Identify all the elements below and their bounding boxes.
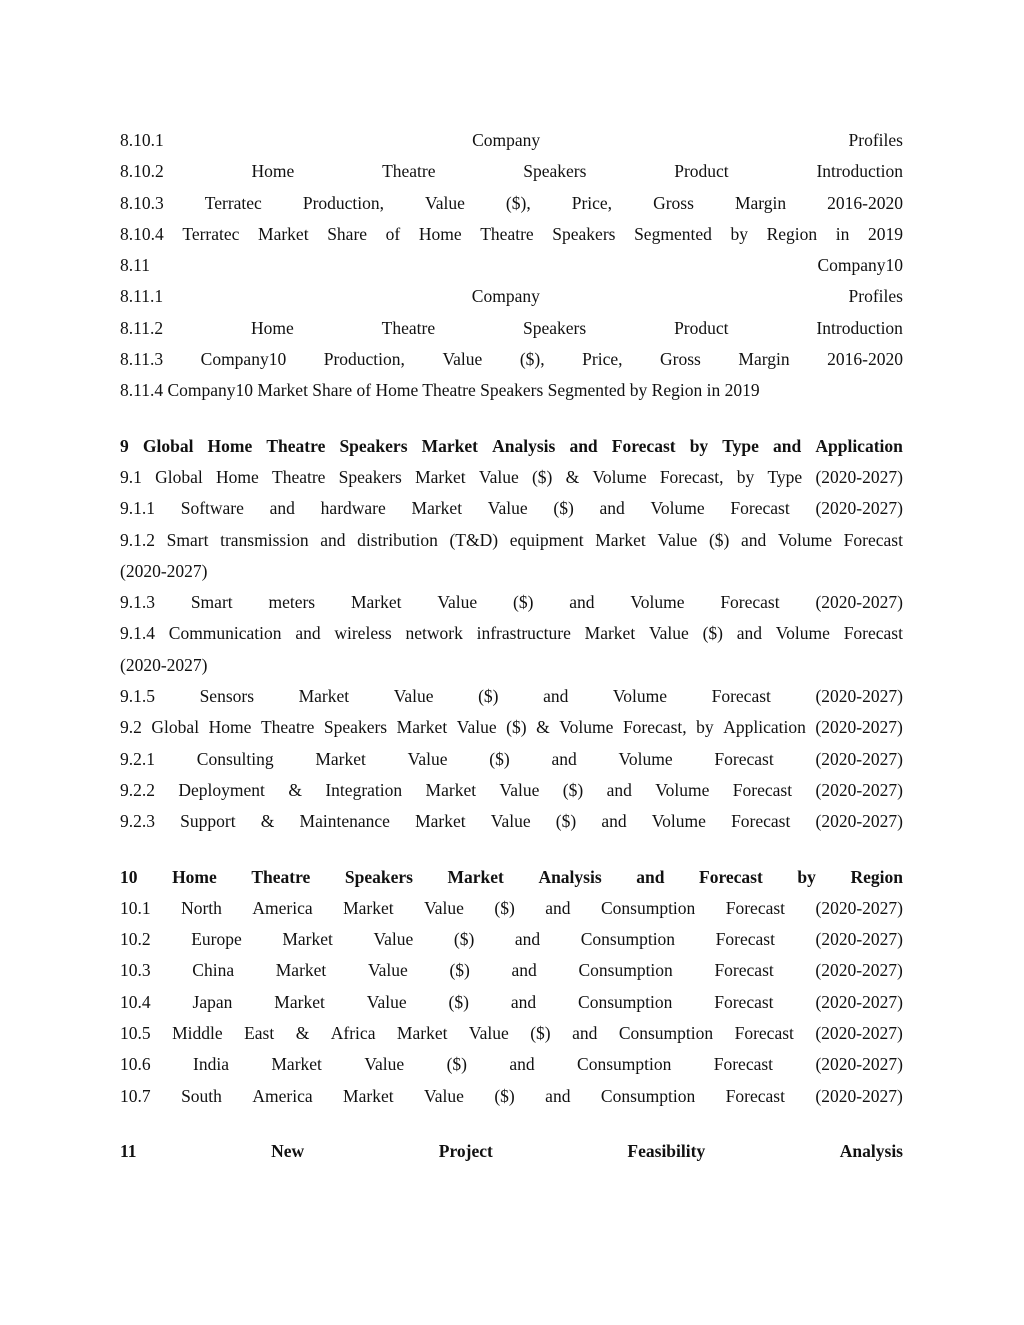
toc-word: by — [730, 223, 748, 244]
toc-entry — [120, 525, 903, 556]
toc-word: Volume — [651, 811, 706, 832]
toc-word: & — [295, 1023, 310, 1044]
toc-entry — [120, 313, 903, 344]
toc-word: Global — [151, 717, 200, 738]
toc-word: Value — [648, 623, 689, 644]
toc-entry — [120, 587, 903, 618]
toc-word: Speakers — [523, 161, 587, 182]
toc-word: Gross — [660, 349, 701, 370]
toc-word: Consumption — [578, 960, 673, 981]
toc-word: ($) — [489, 748, 510, 769]
toc-word: Consumption — [577, 1054, 672, 1075]
toc-word: Value — [425, 192, 465, 213]
toc-entry — [120, 462, 903, 493]
toc-word: and — [545, 1085, 571, 1106]
toc-word: Price, — [571, 192, 613, 213]
toc-word: (T&D) — [449, 529, 499, 550]
toc-word: Forecast — [731, 811, 791, 832]
toc-entry — [120, 893, 903, 924]
toc-word: (2020-2027) — [815, 1023, 903, 1044]
toc-word: transmission — [220, 529, 309, 550]
toc-word: Market — [271, 1054, 322, 1075]
toc-word: Forecast — [699, 866, 763, 887]
toc-word: 9.1.3 — [120, 592, 155, 613]
toc-word: Maintenance — [299, 811, 390, 832]
toc-word: Forecast — [714, 991, 774, 1012]
toc-word: (2020-2027) — [815, 466, 903, 487]
toc-word: 11 — [120, 1140, 137, 1161]
toc-word: (2020-2027) — [815, 498, 903, 519]
toc-word: 2019 — [867, 223, 903, 244]
toc-word: Speakers — [339, 435, 408, 456]
toc-word: Market — [415, 466, 466, 487]
toc-entry — [120, 493, 903, 524]
toc-word: ($) — [555, 811, 577, 832]
toc-word: Forecast — [611, 435, 676, 456]
toc-word: (2020-2027) — [815, 779, 903, 800]
toc-word: Production, — [302, 192, 385, 213]
toc-word: 9.1.1 — [120, 498, 155, 519]
toc-word: by — [797, 866, 816, 887]
toc-word: 10.3 — [120, 960, 151, 981]
toc-word: 8.10.3 — [120, 192, 164, 213]
toc-word: and — [569, 592, 595, 613]
toc-word: Forecast — [711, 686, 771, 707]
toc-word: ($), — [505, 192, 531, 213]
toc-word: Market — [282, 929, 333, 950]
toc-word: Value — [499, 779, 540, 800]
toc-word: Market — [315, 748, 366, 769]
toc-word: Segmented — [634, 223, 712, 244]
toc-word: Market — [584, 623, 636, 644]
toc-word: 10.2 — [120, 929, 151, 950]
toc-word: Price, — [582, 349, 623, 370]
toc-word: and — [569, 435, 598, 456]
toc-word: Volume — [777, 529, 833, 550]
toc-word: Value — [442, 349, 483, 370]
toc-word: 8.11 — [120, 255, 150, 276]
toc-word: Value — [366, 991, 407, 1012]
toc-word: 10 — [120, 866, 138, 887]
toc-word: Volume — [612, 686, 668, 707]
toc-entry — [120, 1081, 903, 1112]
toc-entry: 8.11.4 Company10 Market Share of Home Theatre Speakers Segmented by Region in 2019 — [120, 380, 760, 401]
toc-entry — [120, 344, 903, 375]
toc-word: Company — [472, 130, 541, 150]
toc-word: (2020-2027) — [815, 929, 903, 950]
toc-word: Forecast — [715, 929, 775, 950]
toc-word: America — [252, 1085, 313, 1106]
toc-word: Value — [364, 1054, 405, 1075]
toc-word: Communication — [168, 623, 282, 644]
toc-word: 8.11.2 — [120, 317, 164, 338]
toc-word: (2020-2027) — [815, 1054, 903, 1075]
toc-word: Value — [424, 897, 464, 918]
toc-word: China — [192, 960, 235, 981]
toc-word: Company10 — [200, 349, 287, 370]
toc-word: Market — [343, 897, 394, 918]
toc-word: 9.1.5 — [120, 686, 155, 707]
toc-word: Introduction — [816, 317, 903, 338]
toc-word: Market — [411, 498, 463, 519]
toc-word: and — [551, 748, 577, 769]
toc-word: (2020-2027) — [815, 991, 903, 1012]
toc-word: Smart — [190, 592, 233, 613]
toc-word: Theatre — [272, 466, 326, 487]
toc-word: East — [244, 1023, 275, 1044]
toc-word: & — [536, 717, 550, 738]
toc-word: Home — [215, 466, 259, 487]
toc-word: Value — [367, 960, 408, 981]
toc-word: Consumption — [600, 1085, 696, 1106]
toc-word: Volume — [592, 466, 647, 487]
toc-word: and — [636, 866, 665, 887]
toc-entry — [120, 1049, 903, 1080]
toc-word: Market — [447, 866, 504, 887]
toc-word: Speakers — [344, 866, 413, 887]
toc-word: & — [260, 811, 275, 832]
toc-word: ($) — [553, 498, 574, 519]
toc-word: & — [288, 779, 302, 800]
toc-word: ($) — [530, 1023, 551, 1044]
toc-word: Market — [258, 223, 309, 244]
toc-word: Value — [393, 686, 434, 707]
toc-word: by — [736, 466, 755, 487]
toc-word: network — [405, 623, 463, 644]
toc-word: and — [320, 529, 346, 550]
toc-word: Forecast — [714, 748, 774, 769]
toc-word: Europe — [191, 929, 242, 950]
toc-word: ($) — [494, 897, 515, 918]
toc-word: ($) — [562, 779, 584, 800]
toc-word: and — [736, 623, 763, 644]
toc-word: Japan — [192, 991, 233, 1012]
toc-word: Terratec — [204, 192, 262, 213]
toc-word: Value — [437, 592, 478, 613]
toc-word: Theatre — [260, 717, 315, 738]
toc-word: Forecast — [713, 1054, 774, 1075]
document-page — [120, 125, 903, 1167]
toc-word: Consulting — [196, 748, 274, 769]
toc-word: 9.2.3 — [120, 811, 155, 832]
section-gap — [120, 838, 903, 862]
toc-word: Type — [767, 466, 803, 487]
toc-word: Product — [674, 317, 729, 338]
toc-word: Value — [657, 529, 698, 550]
toc-entry: (2020-2027) — [120, 654, 208, 675]
toc-word: and — [514, 929, 541, 950]
toc-word: Market — [350, 592, 402, 613]
toc-word: Forecast — [720, 592, 780, 613]
section-gap — [120, 1112, 903, 1136]
toc-word: Margin — [734, 192, 787, 213]
toc-word: Volume — [559, 717, 614, 738]
toc-word: infrastructure — [476, 623, 571, 644]
toc-word: ($) — [531, 466, 553, 487]
toc-entry — [120, 1018, 903, 1049]
section-heading — [120, 1136, 903, 1167]
toc-word: ($) — [708, 529, 730, 550]
toc-word: Value — [490, 811, 531, 832]
toc-word: Region — [766, 223, 818, 244]
toc-word: and — [740, 529, 767, 550]
toc-word: ($) — [702, 623, 723, 644]
toc-entry: (2020-2027) — [120, 560, 208, 581]
toc-word: 8.10.1 — [120, 130, 164, 150]
toc-word: by — [689, 435, 709, 456]
toc-word: ($) — [494, 1085, 515, 1106]
toc-word: Volume — [655, 779, 710, 800]
toc-word: Market — [425, 779, 477, 800]
toc-word: 10.5 — [120, 1023, 151, 1044]
toc-word: distribution — [357, 529, 438, 550]
toc-entry — [120, 125, 903, 156]
toc-word: Sensors — [199, 686, 255, 707]
toc-word: Market — [396, 717, 448, 738]
toc-word: Global — [155, 466, 203, 487]
toc-word: 2016-2020 — [827, 192, 903, 213]
toc-word: and — [510, 991, 537, 1012]
toc-word: 9.1.4 — [120, 623, 155, 644]
toc-word: Forecast — [734, 1023, 794, 1044]
toc-word: Application — [723, 717, 806, 738]
toc-word: Forecast — [732, 779, 793, 800]
section-heading — [120, 862, 903, 893]
toc-word: (2020-2027) — [815, 686, 903, 707]
toc-word: New — [271, 1140, 305, 1161]
toc-word: Africa — [330, 1023, 376, 1044]
toc-word: Terratec — [182, 223, 240, 244]
toc-word: Speakers — [323, 717, 388, 738]
toc-word: Project — [438, 1140, 493, 1161]
toc-word: Application — [815, 435, 903, 456]
toc-word: Value — [424, 1085, 464, 1106]
toc-word: (2020-2027) — [815, 717, 903, 738]
toc-word: 2016-2020 — [827, 349, 903, 370]
toc-word: North — [181, 897, 222, 918]
toc-word: Margin — [738, 349, 790, 370]
toc-word: Home — [251, 317, 294, 338]
toc-word: 10.7 — [120, 1085, 151, 1106]
toc-entry — [120, 806, 903, 837]
toc-word: Consumption — [600, 897, 696, 918]
toc-word: Value — [478, 466, 519, 487]
toc-word: Company — [471, 286, 540, 307]
toc-word: Theatre — [251, 866, 311, 887]
toc-word: 9.2.1 — [120, 748, 155, 769]
toc-word: Share — [327, 223, 368, 244]
toc-word: Gross — [653, 192, 694, 213]
toc-word: (2020-2027) — [815, 592, 903, 613]
toc-word: Home — [207, 435, 253, 456]
toc-word: and — [511, 960, 537, 981]
toc-word: and — [295, 623, 321, 644]
toc-word: Consumption — [578, 991, 673, 1012]
toc-entry — [120, 744, 903, 775]
toc-word: ($) — [448, 991, 469, 1012]
toc-word: Smart — [166, 529, 209, 550]
toc-word: by — [696, 717, 714, 738]
toc-word: & — [565, 466, 580, 487]
toc-word: Analysis — [839, 1140, 903, 1161]
toc-word: South — [181, 1085, 222, 1106]
toc-word: Product — [674, 161, 729, 182]
toc-word: Forecast — [714, 960, 774, 981]
toc-word: 9.2.2 — [120, 779, 155, 800]
toc-word: Market — [595, 529, 646, 550]
toc-word: Company10 — [817, 255, 903, 276]
toc-word: Region — [850, 866, 903, 887]
toc-word: Market — [274, 991, 325, 1012]
toc-word: Theatre — [381, 317, 436, 338]
toc-word: Consumption — [580, 929, 676, 950]
toc-word: Feasibility — [627, 1140, 706, 1161]
toc-word: meters — [268, 592, 316, 613]
toc-word: Deployment — [178, 779, 265, 800]
toc-word: Home — [208, 717, 252, 738]
toc-word: Integration — [325, 779, 403, 800]
toc-word: ($) — [506, 717, 527, 738]
toc-word: Value — [373, 929, 414, 950]
toc-word: Value — [407, 748, 448, 769]
toc-word: Speakers — [523, 317, 587, 338]
toc-word: Home — [418, 223, 462, 244]
toc-entry — [120, 219, 903, 250]
toc-word: Market — [298, 686, 350, 707]
toc-word: 9.1 — [120, 466, 142, 487]
toc-word: Market — [415, 811, 466, 832]
toc-word: (2020-2027) — [815, 811, 903, 832]
toc-word: Value — [487, 498, 528, 519]
toc-word: and — [601, 811, 627, 832]
toc-word: Software — [180, 498, 244, 519]
toc-word: Volume — [650, 498, 705, 519]
toc-word: and — [269, 498, 295, 519]
toc-word: Theatre — [480, 223, 534, 244]
toc-word: Forecast — [843, 623, 903, 644]
toc-word: Type — [722, 435, 759, 456]
toc-word: Profiles — [848, 286, 903, 307]
toc-word: Forecast — [730, 498, 790, 519]
toc-word: Speakers — [552, 223, 616, 244]
toc-word: Middle — [172, 1023, 223, 1044]
toc-word: 8.10.2 — [120, 161, 164, 182]
toc-word: Value — [456, 717, 497, 738]
toc-word: and — [773, 435, 802, 456]
toc-word: 10.1 — [120, 897, 151, 918]
toc-word: Forecast — [843, 529, 903, 550]
toc-entry — [120, 955, 903, 986]
toc-word: and — [599, 498, 625, 519]
toc-word: in — [835, 223, 850, 244]
toc-entry — [120, 681, 903, 712]
toc-word: wireless — [334, 623, 392, 644]
toc-word: Speakers — [338, 466, 402, 487]
toc-word: Volume — [630, 592, 685, 613]
toc-word: Profiles — [848, 130, 903, 150]
toc-entry — [120, 987, 903, 1018]
toc-word: Analysis — [492, 435, 556, 456]
toc-word: 9.1.2 — [120, 529, 155, 550]
toc-word: Value — [468, 1023, 509, 1044]
toc-word: Consumption — [618, 1023, 714, 1044]
toc-word: hardware — [320, 498, 386, 519]
toc-word: ($) — [478, 686, 499, 707]
toc-word: 10.6 — [120, 1054, 151, 1075]
toc-word: Volume — [618, 748, 673, 769]
toc-word: Introduction — [816, 161, 903, 182]
toc-entry — [120, 924, 903, 955]
toc-word: Support — [180, 811, 236, 832]
toc-word: ($) — [449, 960, 470, 981]
toc-word: Theatre — [382, 161, 436, 182]
toc-word: and — [572, 1023, 598, 1044]
toc-word: and — [509, 1054, 535, 1075]
toc-word: Market — [396, 1023, 448, 1044]
toc-word: 9 — [120, 435, 129, 456]
toc-word: ($) — [446, 1054, 467, 1075]
toc-word: of — [385, 223, 401, 244]
toc-word: 8.10.4 — [120, 223, 164, 244]
toc-word: Forecast, — [622, 717, 687, 738]
section-heading — [120, 431, 903, 462]
toc-word: 8.11.1 — [120, 286, 164, 307]
toc-word: Home — [251, 161, 295, 182]
toc-word: 8.11.3 — [120, 349, 164, 370]
toc-word: ($), — [519, 349, 545, 370]
toc-word: Forecast, — [659, 466, 724, 487]
toc-word: 10.4 — [120, 991, 151, 1012]
toc-word: Global — [142, 435, 194, 456]
toc-entry — [120, 188, 903, 219]
toc-word: India — [193, 1054, 229, 1075]
toc-word: Forecast — [725, 1085, 785, 1106]
toc-word: and — [545, 897, 571, 918]
toc-word: Market — [275, 960, 327, 981]
toc-word: 9.2 — [120, 717, 142, 738]
toc-word: Volume — [775, 623, 830, 644]
toc-word: Theatre — [266, 435, 326, 456]
toc-word: (2020-2027) — [815, 897, 903, 918]
section-gap — [120, 407, 903, 431]
toc-word: Market — [343, 1085, 394, 1106]
toc-word: and — [543, 686, 569, 707]
toc-entry — [120, 618, 903, 649]
toc-word: Home — [172, 866, 217, 887]
toc-entry — [120, 775, 903, 806]
toc-word: America — [252, 897, 313, 918]
toc-entry — [120, 250, 903, 281]
toc-word: equipment — [509, 529, 584, 550]
toc-word: Forecast — [725, 897, 786, 918]
toc-entry — [120, 156, 903, 187]
toc-word: ($) — [453, 929, 475, 950]
toc-entry — [120, 281, 903, 312]
toc-word: (2020-2027) — [815, 960, 903, 981]
toc-word: Analysis — [538, 866, 602, 887]
toc-word: Market — [421, 435, 478, 456]
toc-word: Production, — [323, 349, 405, 370]
toc-word: ($) — [513, 592, 534, 613]
toc-word: (2020-2027) — [815, 748, 903, 769]
toc-entry — [120, 712, 903, 743]
toc-word: and — [606, 779, 632, 800]
toc-word: (2020-2027) — [815, 1085, 903, 1106]
